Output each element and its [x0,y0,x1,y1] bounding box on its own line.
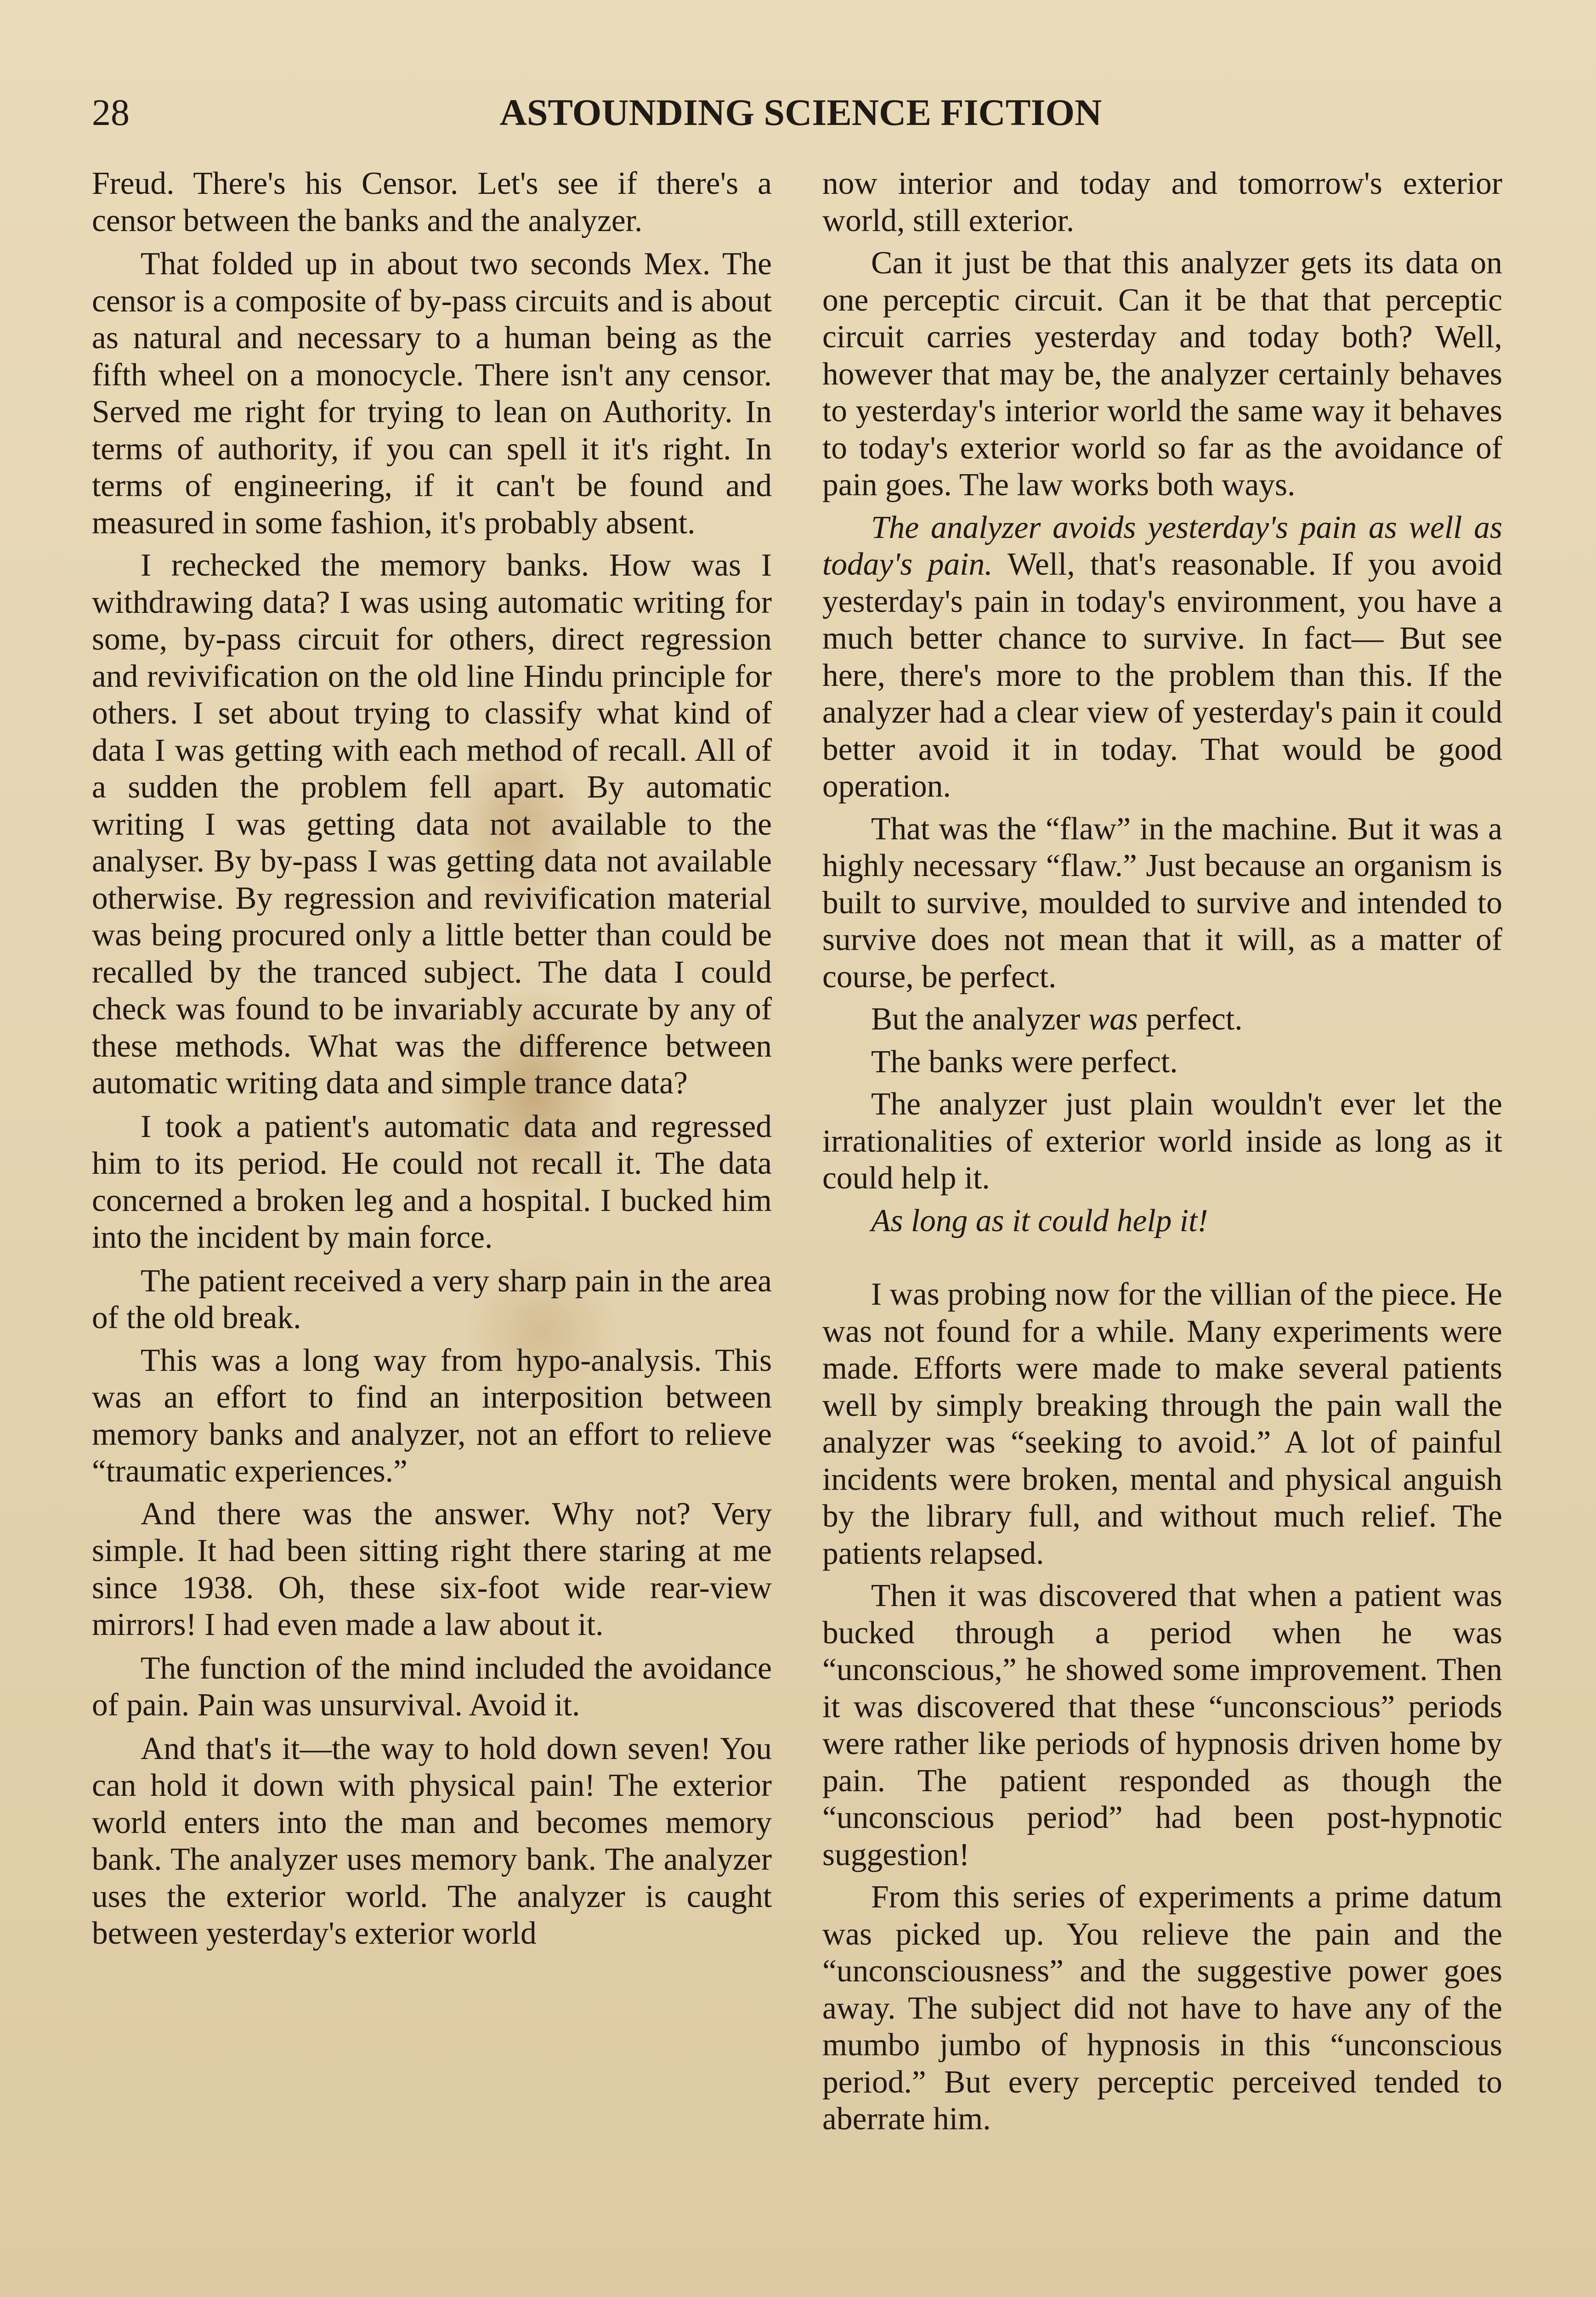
paragraph: Can it just be that this analyzer gets its data on one perceptic circuit. Can it be that that perceptic circuit carries yesterday and today both? Well, however that may be, the analyzer certainly behaves to yesterday's interior world the same way it behaves to today's exterior world so far as the avoidance of pain goes. The law works both ways. [822,245,1502,503]
paragraph: The analyzer just plain wouldn't ever let the irrationalities of exterior world inside as long as it could help it. [822,1086,1502,1196]
paragraph: Then it was discovered that when a patient was bucked through a period when he was “unconscious,” he showed some improvement. Then it was discovered that these “unconscious” periods were rather like periods of hypnosis driven home by pain. The patient responded as though the “unconscious period” had been post-hypnotic suggestion! [822,1578,1502,1873]
paragraph: That was the “flaw” in the machine. But it was a highly necessary “flaw.” Just because an organism is built to survive, moulded to survive and intended to survive does not mean that it will, as a matter of course, be perfect. [822,811,1502,995]
paragraph: I took a patient's automatic data and regressed him to its period. He could not recall it. The data concerned a broken leg and a hospital. I bucked him into the incident by main force. [92,1109,772,1255]
paragraph: This was a long way from hypo-analysis. This was an effort to find an interposition between memory banks and analyzer, not an effort to relieve “traumatic experiences.” [92,1342,772,1489]
paragraph-text: But the analyzer [871,1001,1088,1037]
running-head: ASTOUNDING SCIENCE FICTION [499,91,1102,133]
paragraph-text: Well, that's reasonable. If you avoid yesterday's pain in today's environment, you have a much better chance to survive. In fact— But see here, there's more to the problem than this. If the analyzer had a clear view of yesterday's pain it could better avoid it in today. That would be good operation. [822,547,1502,804]
paragraph-text: perfect. [1138,1001,1243,1037]
paragraph: From this series of experiments a prime datum was picked up. You relieve the pain and the “unconsciousness” and the suggestive power goes away. The subject did not have to have any of the mumbo jumbo of hypnosis in this “unconscious period.” But every perceptic perceived tended to aberrate him. [822,1879,1502,2137]
page-header [92,83,1510,142]
paragraph: And that's it—the way to hold down seven! You can hold it down with physical pain! The exterior world enters into the man and becomes memory bank. The analyzer uses memory bank. The analyzer uses the exterior world. The analyzer is caught between yesterday's exterior world [92,1731,772,1951]
paragraph: The patient received a very sharp pain in the area of the old break. [92,1263,772,1335]
right-column [822,165,1502,2144]
paragraph: Freud. There's his Censor. Let's see if there's a censor between the banks and the analyzer. [92,166,772,238]
paragraph: And there was the answer. Why not? Very simple. It had been sitting right there staring at me since 1938. Oh, these six-foot wide rear-view mirrors! I had even made a law about it. [92,1496,772,1642]
paragraph: now interior and today and tomorrow's exterior world, still exterior. [822,166,1502,238]
italic-text: The analyzer avoids yesterday's pain as well as today's pain. [822,509,1502,582]
paragraph: I rechecked the memory banks. How was I withdrawing data? I was using automatic writing for some, by-pass circuit for others, direct regression and revivification on the old line Hindu principle for others. I set about trying to classify what kind of data I was getting with each method of recall. All of a sudden the problem fell apart. By automatic writing I was getting data not available to the analyser. By by-pass I was getting data not available otherwise. By regression and revivification material was being procured only a little better than could be recalled by the tranced subject. The data I could check was found to be invariably accurate by any of these methods. What was the difference between automatic writing data and simple trance data? [92,548,772,1101]
paragraph: The function of the mind included the avoidance of pain. Pain was unsurvival. Avoid it. [92,1650,772,1723]
paragraph: That folded up in about two seconds Mex. The censor is a composite of by-pass circuits and is about as natural and necessary to a human being as the fifth wheel on a monocycle. There isn't any censor. Served me right for trying to lean on Authority. In terms of authority, if you can spell it it's right. In terms of engineering, if it can't be found and measured in some fashion, it's probably absent. [92,246,772,541]
paragraph [822,1001,1502,1038]
paragraph [822,509,1502,805]
paragraph: The banks were perfect. [871,1044,1178,1080]
page-number: 28 [92,91,130,133]
left-column [92,165,772,1958]
paragraph: I was probing now for the villian of the piece. He was not found for a while. Many experiments were made. Efforts were made to make several patients well by simply breaking through the pain wall the analyzer was “seeking to avoid.” A lot of painful incidents were broken, mental and physical anguish by the library full, and without much relief. The patients relapsed. [822,1277,1502,1571]
paragraph: As long as it could help it! [871,1203,1208,1239]
italic-text: was [1088,1001,1138,1037]
